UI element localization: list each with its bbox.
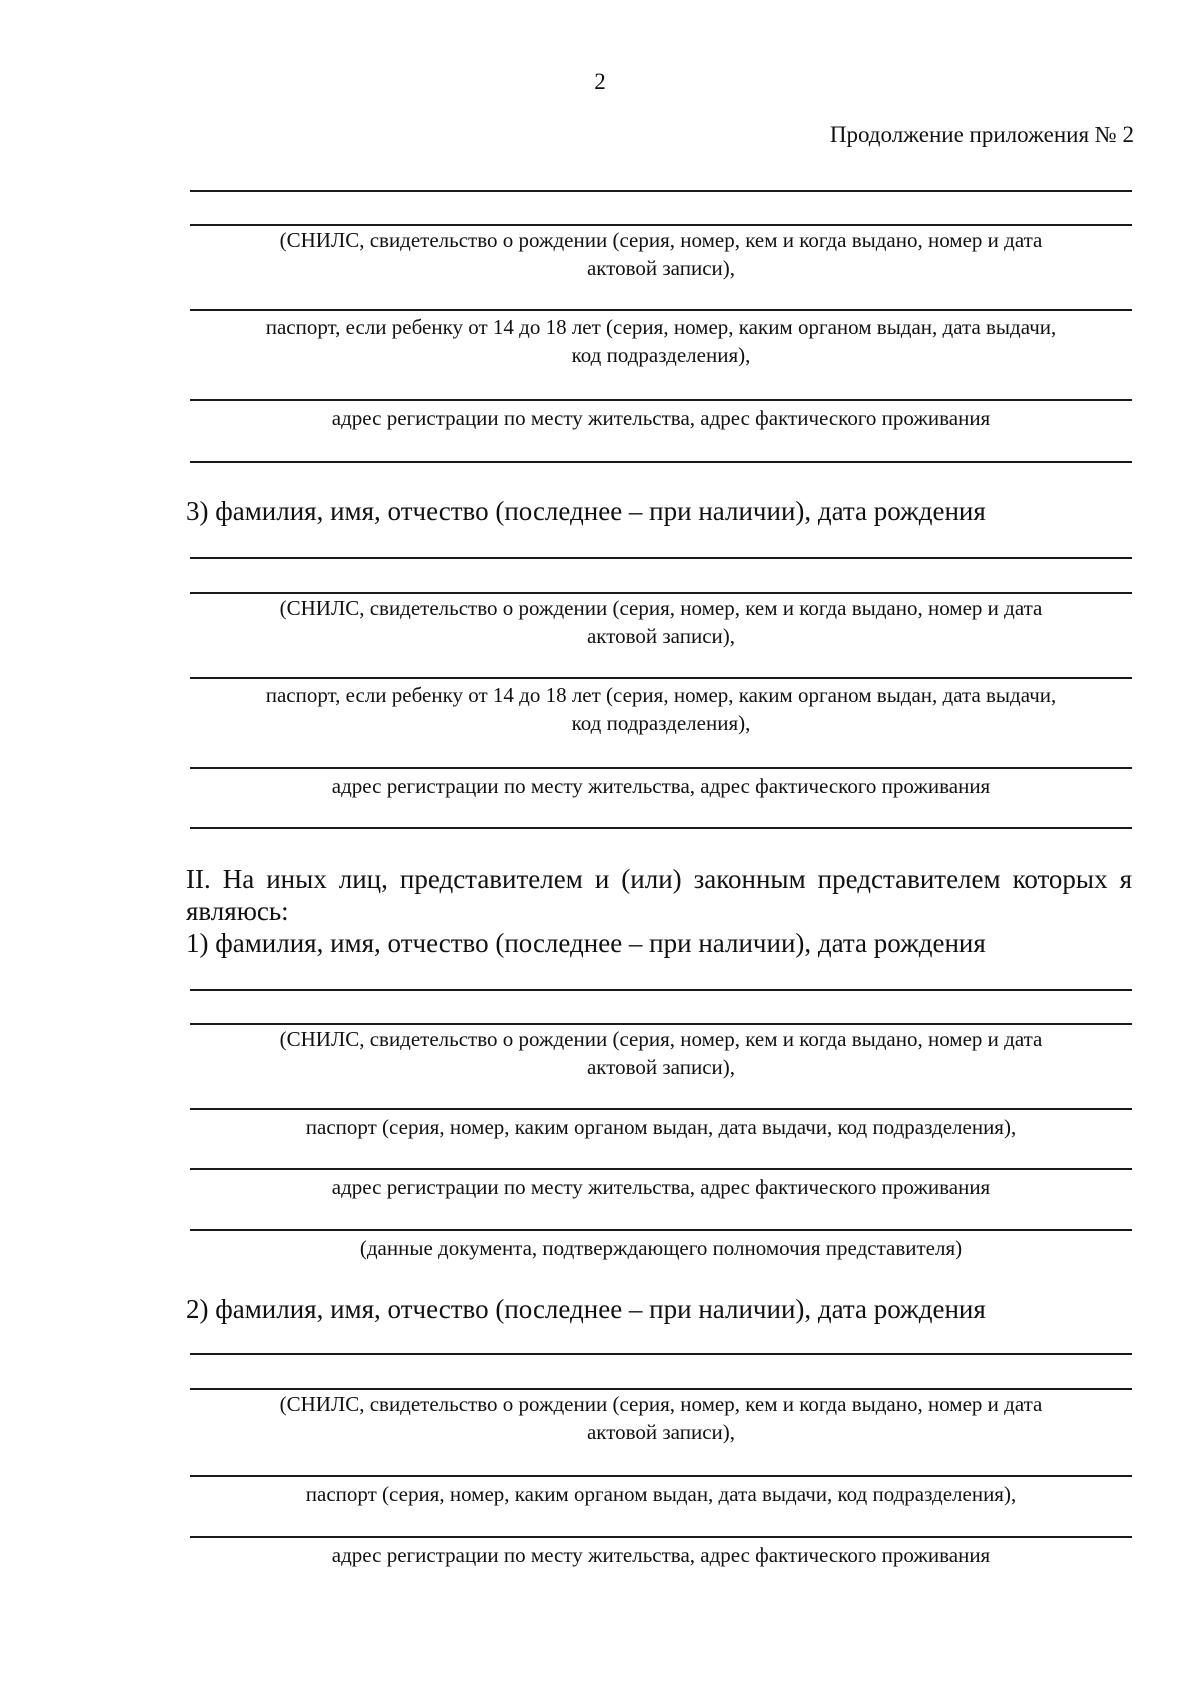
fill-line[interactable] — [190, 1108, 1132, 1110]
snils-caption: (СНИЛС, свидетельство о рождении (серия, номер, кем и когда выдано, номер и дата актовой записи), — [279, 228, 1043, 280]
address-caption: адрес регистрации по месту жительства, адрес фактического проживания — [331, 774, 991, 798]
section-2-heading-line1: II. На иных лиц, представителем и (или) законным представителем которых я — [186, 864, 1132, 894]
page-number: 2 — [594, 69, 606, 94]
fill-line[interactable] — [190, 1229, 1132, 1231]
item-2-heading: 2) фамилия, имя, отчество (последнее – при наличии), дата рождения — [186, 1294, 986, 1324]
fill-line[interactable] — [190, 677, 1132, 679]
fill-line[interactable] — [190, 767, 1132, 769]
appendix-continuation-header: Продолжение приложения № 2 — [829, 122, 1134, 147]
passport-caption: паспорт, если ребенку от 14 до 18 лет (серия, номер, каким органом выдан, дата выдачи, код подразделения), — [265, 683, 1057, 735]
address-caption: адрес регистрации по месту жительства, адрес фактического проживания — [331, 406, 991, 430]
address-caption: адрес регистрации по месту жительства, адрес фактического проживания — [331, 1175, 991, 1199]
representative-doc-caption: (данные документа, подтверждающего полномочия представителя) — [359, 1236, 963, 1260]
fill-line[interactable] — [190, 1168, 1132, 1170]
passport-caption: паспорт, если ребенку от 14 до 18 лет (серия, номер, каким органом выдан, дата выдачи, код подразделения), — [265, 315, 1057, 367]
fill-line[interactable] — [190, 399, 1132, 401]
address-caption: адрес регистрации по месту жительства, адрес фактического проживания — [331, 1543, 991, 1567]
fill-line[interactable] — [190, 989, 1132, 991]
snils-caption: (СНИЛС, свидетельство о рождении (серия, номер, кем и когда выдано, номер и дата актовой записи), — [279, 1392, 1043, 1444]
fill-line[interactable] — [190, 827, 1132, 829]
fill-line[interactable] — [190, 461, 1132, 463]
item-3-heading: 3) фамилия, имя, отчество (последнее – при наличии), дата рождения — [186, 496, 986, 526]
fill-line[interactable] — [190, 1353, 1132, 1355]
fill-line[interactable] — [190, 190, 1132, 192]
fill-line[interactable] — [190, 1475, 1132, 1477]
snils-caption: (СНИЛС, свидетельство о рождении (серия, номер, кем и когда выдано, номер и дата актовой записи), — [279, 596, 1043, 648]
fill-line[interactable] — [190, 1536, 1132, 1538]
section-2-heading-line2: являюсь: — [186, 896, 289, 926]
snils-caption: (СНИЛС, свидетельство о рождении (серия, номер, кем и когда выдано, номер и дата актовой записи), — [279, 1027, 1043, 1079]
fill-line[interactable] — [190, 557, 1132, 559]
fill-line[interactable] — [190, 309, 1132, 311]
passport-caption: паспорт (серия, номер, каким органом выдан, дата выдачи, код подразделения), — [305, 1482, 1017, 1506]
item-1-heading: 1) фамилия, имя, отчество (последнее – при наличии), дата рождения — [186, 928, 986, 958]
passport-caption: паспорт (серия, номер, каким органом выдан, дата выдачи, код подразделения), — [305, 1115, 1017, 1139]
